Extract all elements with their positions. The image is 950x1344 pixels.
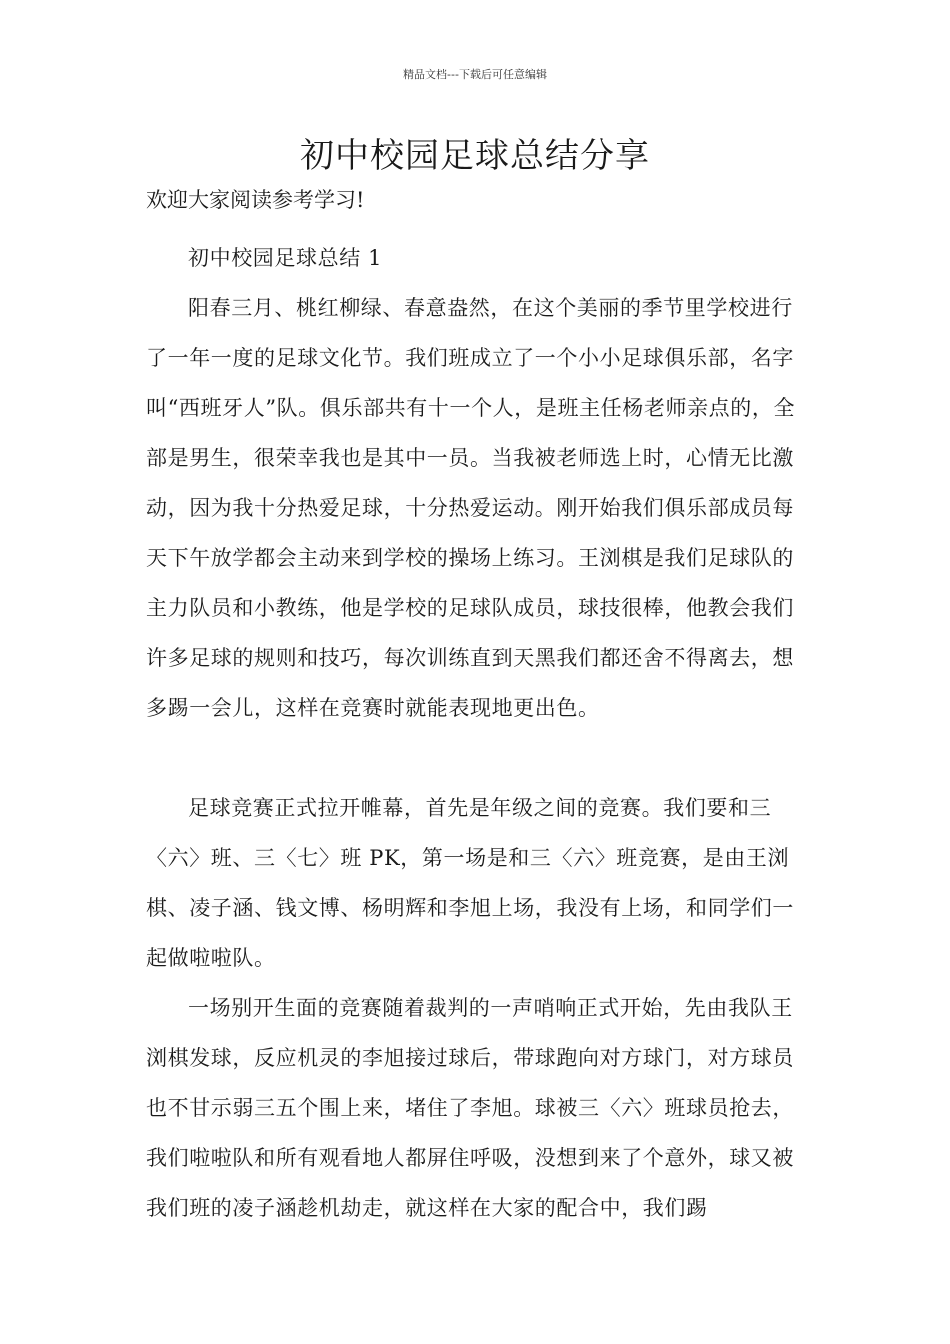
section-heading: 初中校园足球总结 1 — [188, 246, 383, 270]
document-title: 初中校园足球总结分享 — [300, 136, 650, 176]
paragraph: 阳春三月、桃红柳绿、春意盎然，在这个美丽的季节里学校进行了一年一度的足球文化节。我们班成立了一个小小足球俱乐部，名字叫“西班牙人”队。俱乐部共有十一个人，是班主任杨老师亲点的，全部是男生，很荣幸我也是其中一员。当我被老师选上时，心情无比激动，因为我十分热爱足球，十分热爱运动。刚开始我们俱乐部成员每天下午放学都会主动来到学校的操场上练习。王浏棋是我们足球队的主力队员和小教练，他是学校的足球队成员，球技很棒，他教会我们许多足球的规则和技巧，每次训练直到天黑我们都还舍不得离去，想多踢一会儿，这样在竞赛时就能表现地更出色。 — [146, 296, 796, 720]
document-body — [146, 233, 806, 1233]
intro-line: 欢迎大家阅读参考学习! — [146, 188, 365, 212]
paragraph: 足球竞赛正式拉开帷幕，首先是年级之间的竞赛。我们要和三〈六〉班、三〈七〉班 PK，第一场是和三〈六〉班竞赛，是由王浏棋、凌子涵、钱文博、杨明辉和李旭上场，我没有上场，和同学们一起做啦啦队。 — [146, 796, 794, 970]
paragraph: 一场别开生面的竞赛随着裁判的一声哨响正式开始，先由我队王浏棋发球，反应机灵的李旭接过球后，带球跑向对方球门，对方球员也不甘示弱三五个围上来，堵住了李旭。球被三〈六〉班球员抢去，我们啦啦队和所有观看地人都屏住呼吸，没想到来了个意外，球又被我们班的凌子涵趁机劫走，就这样在大家的配合中，我们踢 — [146, 996, 794, 1220]
header-note: 精品文档---下载后可任意编辑 — [403, 68, 547, 81]
